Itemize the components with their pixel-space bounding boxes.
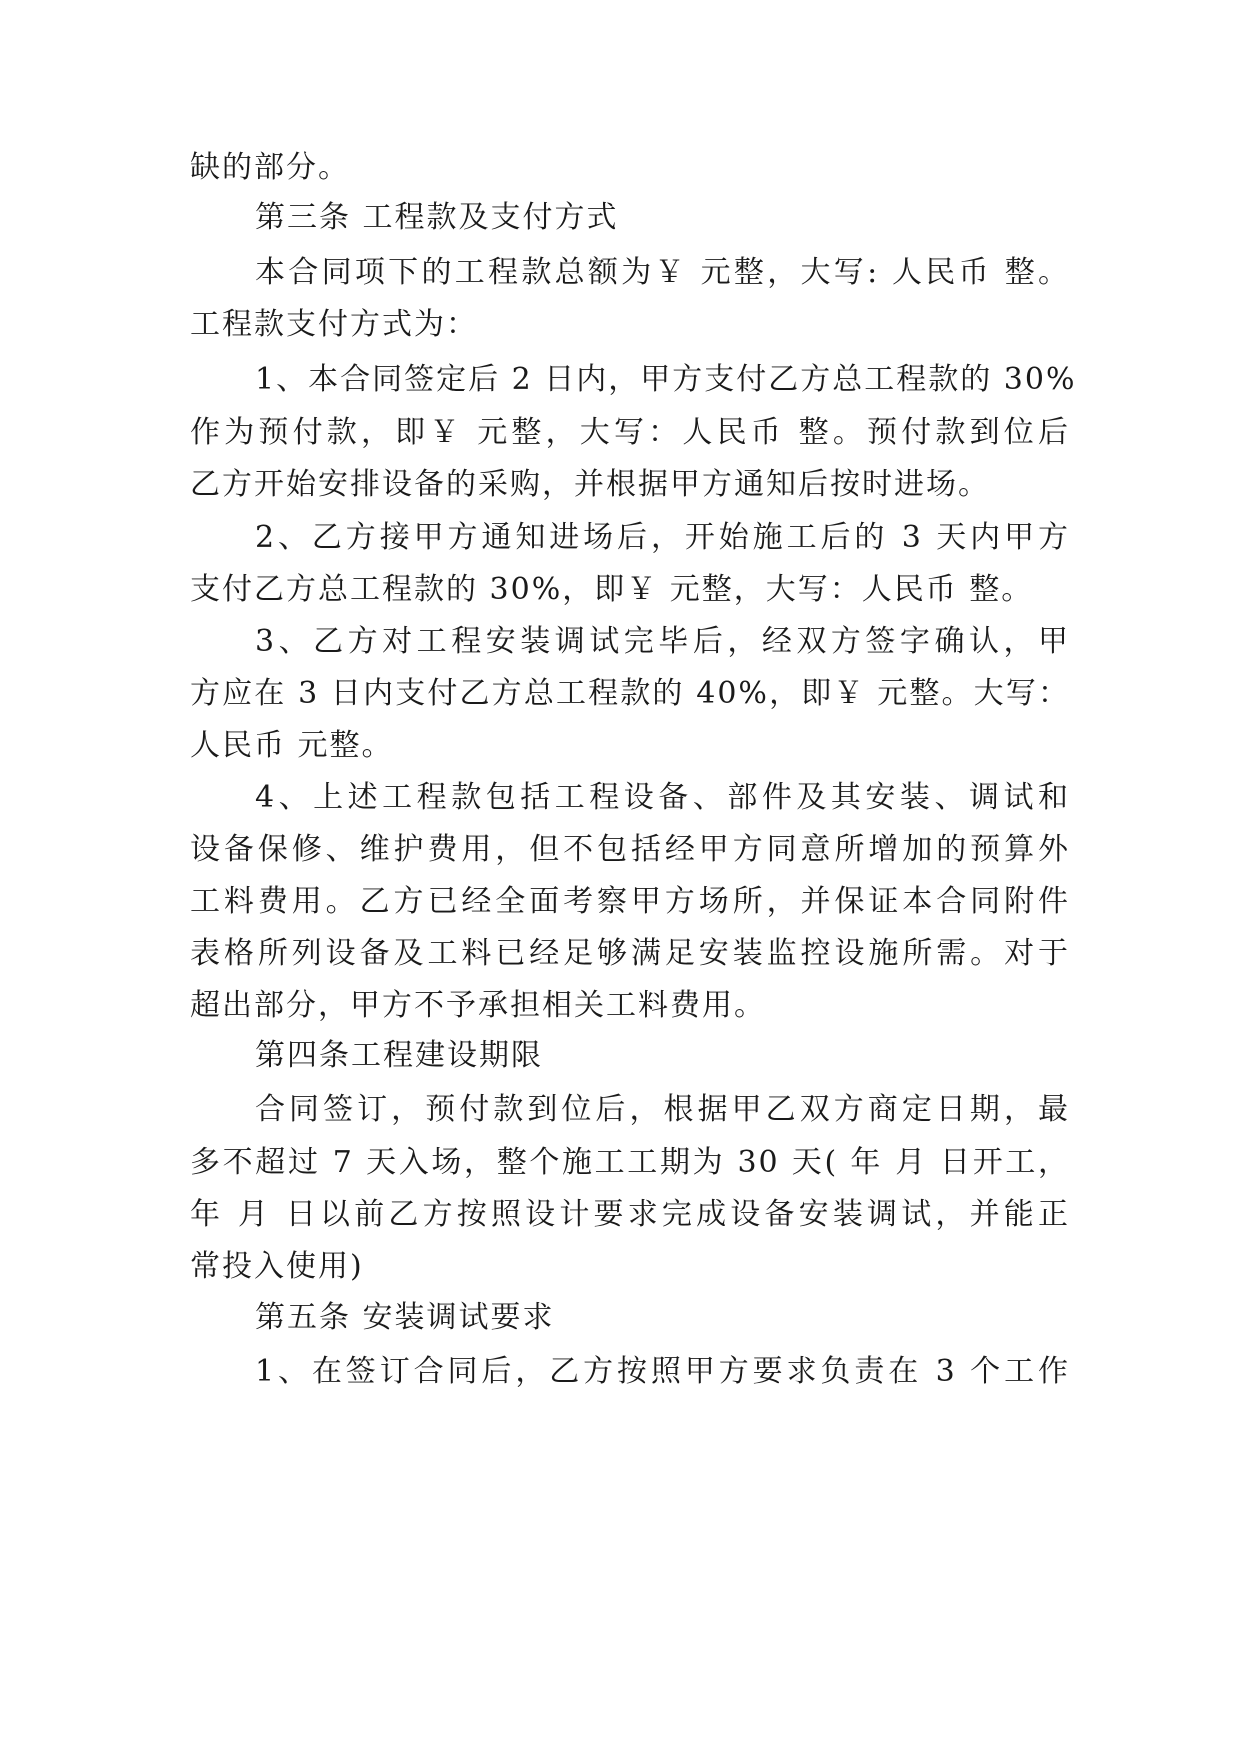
section-heading-article-5: 第五条 安装调试要求 <box>255 1300 555 1335</box>
text-line: 工料费用。乙方已经全面考察甲方场所，并保证本合同附件 <box>190 884 1070 919</box>
text-line: 2、乙方接甲方通知进场后，开始施工后的 3 天内甲方 <box>255 520 1070 555</box>
text-line: 常投入使用) <box>190 1249 364 1284</box>
text-line: 方应在 3 日内支付乙方总工程款的 40%，即￥ 元整。大写： <box>190 676 1070 711</box>
text-line: 多不超过 7 天入场，整个施工工期为 30 天( 年 月 日开工， <box>190 1145 1070 1180</box>
text-line: 表格所列设备及工料已经足够满足安装监控设施所需。对于 <box>190 936 1070 971</box>
text-line: 工程款支付方式为： <box>190 307 478 342</box>
text-line: 本合同项下的工程款总额为￥ 元整，大写: 人民币 整。 <box>255 255 1070 290</box>
text-line: 1、本合同签定后 2 日内，甲方支付乙方总工程款的 30% <box>255 362 1077 397</box>
text-line: 乙方开始安排设备的采购，并根据甲方通知后按时进场。 <box>190 467 990 502</box>
text-line: 支付乙方总工程款的 30%，即￥ 元整，大写：人民币 整。 <box>190 572 1034 607</box>
text-line: 作为预付款，即￥ 元整，大写：人民币 整。预付款到位后 <box>190 415 1070 450</box>
text-line: 缺的部分。 <box>190 150 350 185</box>
text-line: 设备保修、维护费用，但不包括经甲方同意所增加的预算外 <box>190 832 1070 867</box>
text-line: 4、上述工程款包括工程设备、部件及其安装、调试和 <box>255 780 1070 815</box>
section-heading-article-4: 第四条工程建设期限 <box>255 1038 543 1073</box>
text-line: 合同签订，预付款到位后，根据甲乙双方商定日期，最 <box>255 1092 1070 1127</box>
text-line: 1、在签订合同后，乙方按照甲方要求负责在 3 个工作 <box>255 1354 1070 1389</box>
text-line: 超出部分，甲方不予承担相关工料费用。 <box>190 988 766 1023</box>
section-heading-article-3: 第三条 工程款及支付方式 <box>255 200 619 235</box>
text-line: 3、乙方对工程安装调试完毕后，经双方签字确认，甲 <box>255 624 1070 659</box>
text-line: 人民币 元整。 <box>190 728 394 763</box>
text-line: 年 月 日以前乙方按照设计要求完成设备安装调试，并能正 <box>190 1197 1070 1232</box>
